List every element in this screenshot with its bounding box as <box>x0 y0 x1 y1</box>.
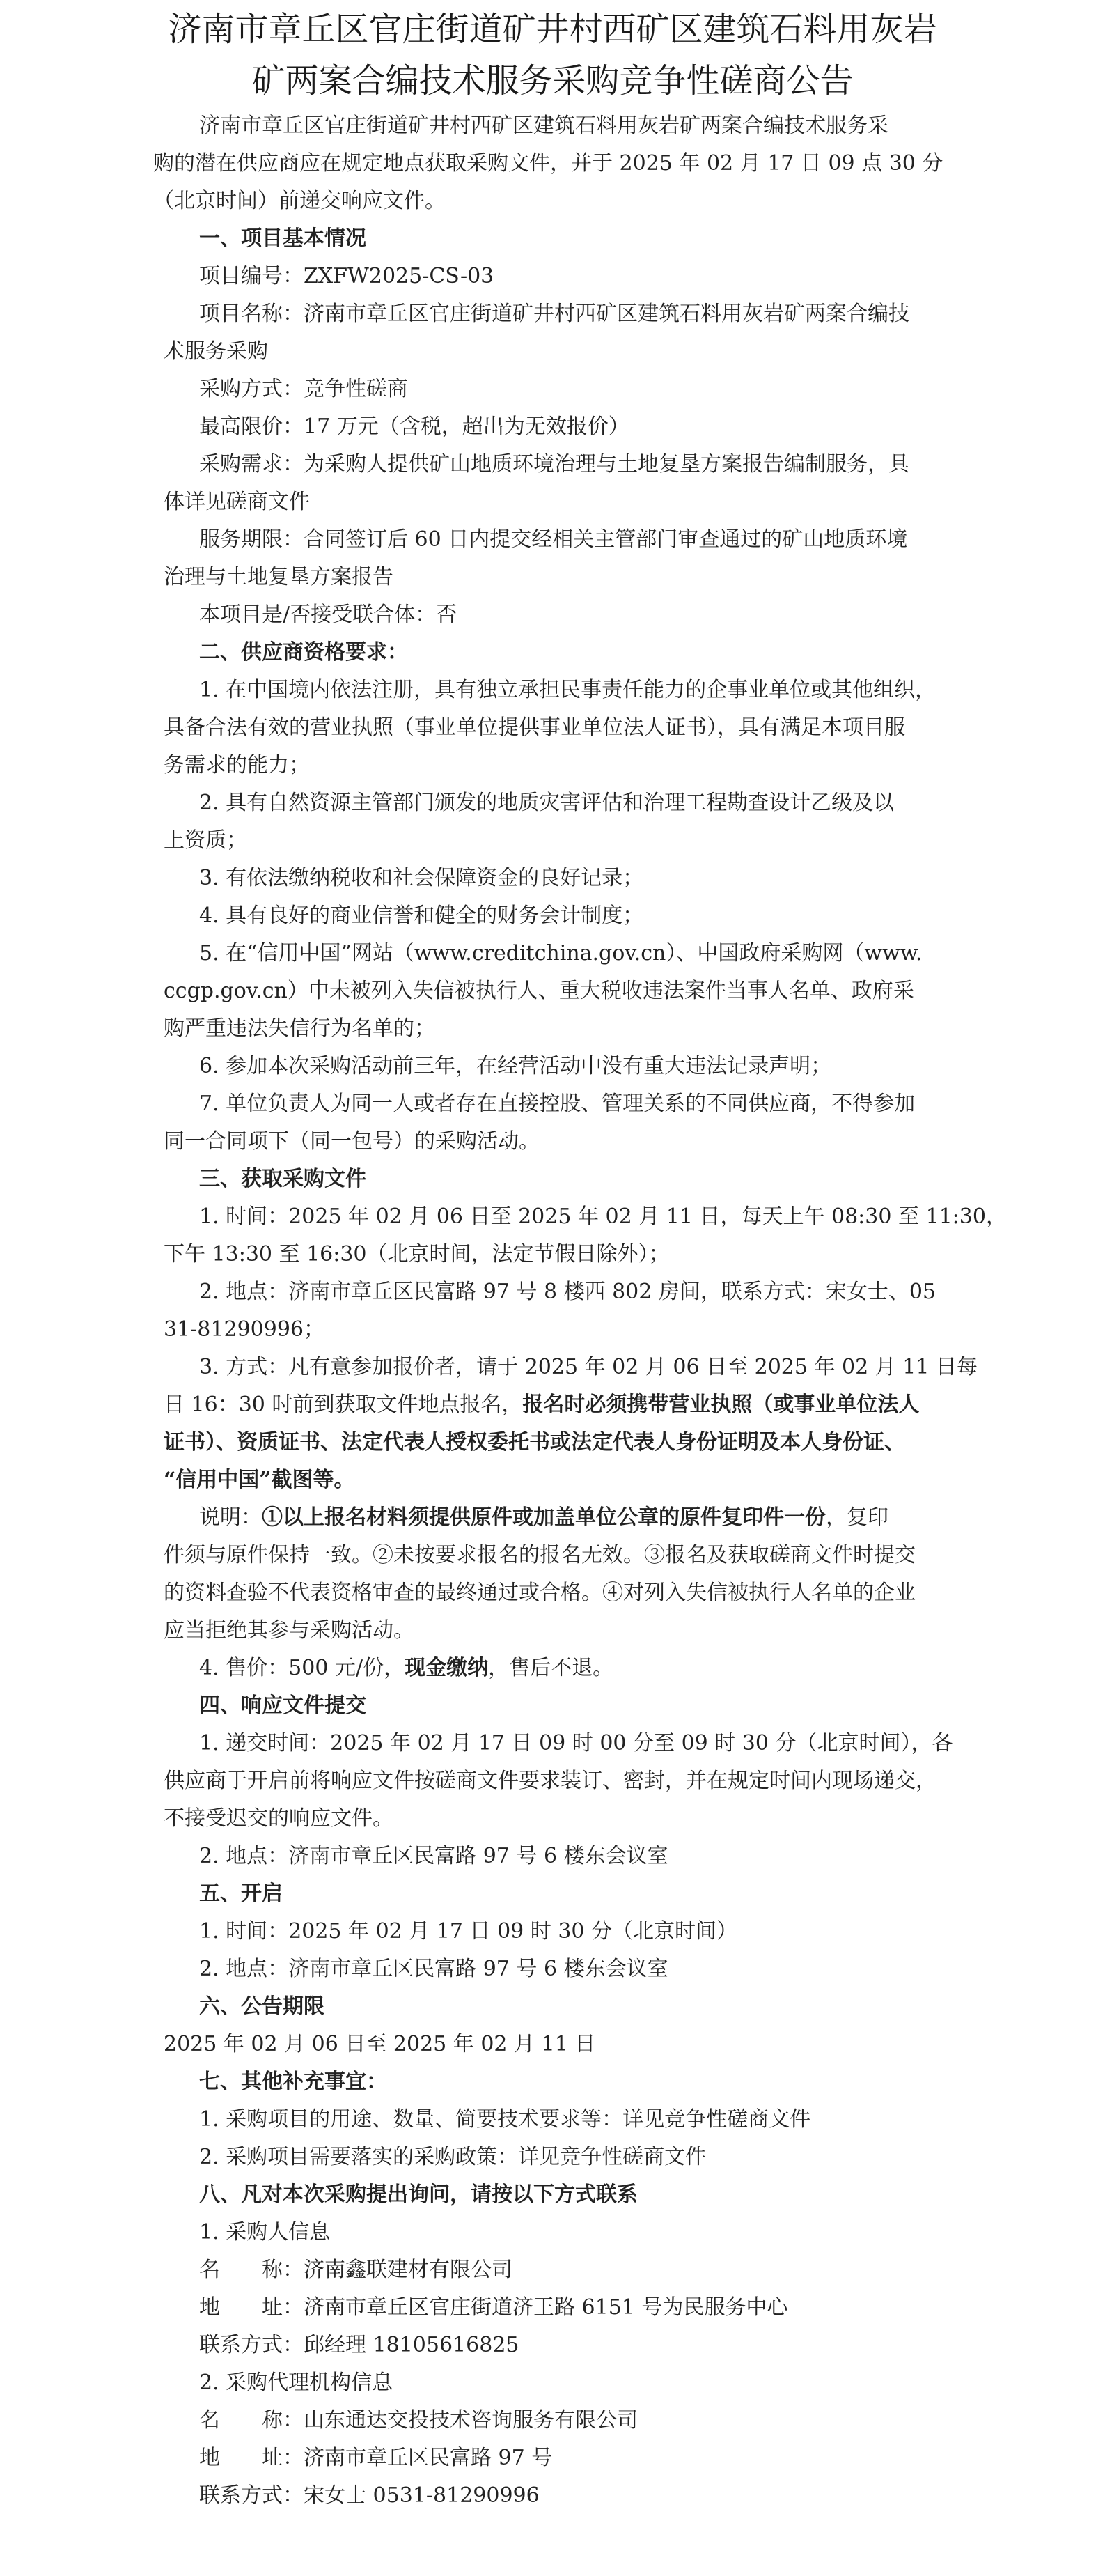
registration-requirement-continued: 证书）、资质证书、法定代表人授权委托书或法定代表人身份证明及本人身份证、 <box>164 1430 905 1454</box>
price-text: 4. 售价：500 元/份， <box>199 1656 405 1680</box>
obtain-method-continued <box>164 1393 950 1417</box>
obtain-method: 3. 方式：凡有意参加报价者，请于 2025 年 02 月 06 日至 2025 年 02 月 11 日每 <box>199 1355 978 1379</box>
agency-contact: 联系方式：宋女士 0531-81290996 <box>199 2483 540 2508</box>
obtain-location-continued: 31-81290996； <box>164 1317 325 1342</box>
agency-address: 地 址：济南市章丘区民富路 97 号 <box>199 2446 553 2470</box>
qualification-line: 购严重违法失信行为名单的； <box>164 1016 435 1041</box>
announcement-title-line-1: 济南市章丘区官庄街道矿井村西矿区建筑石料用灰岩 <box>168 10 937 49</box>
obtain-time: 1. 时间：2025 年 02 月 06 日至 2025 年 02 月 11 日，每天上午 08:30 至 11:30， <box>199 1204 1007 1229</box>
qualification-line: ccgp.gov.cn）中未被列入失信被执行人、重大税收违法案件当事人名单、政府采 <box>164 979 914 1003</box>
section-heading-opening: 五、开启 <box>199 1881 283 1906</box>
qualification-line: 6. 参加本次采购活动前三年，在经营活动中没有重大违法记录声明； <box>199 1054 832 1078</box>
no-refund: ，售后不退。 <box>488 1656 614 1680</box>
qualification-line: 2. 具有自然资源主管部门颁发的地质灾害评估和治理工程勘查设计乙级及以 <box>199 791 895 815</box>
purchaser-contact: 联系方式：邱经理 18105616825 <box>199 2333 519 2357</box>
obtain-location: 2. 地点：济南市章丘区民富路 97 号 8 楼西 802 房间，联系方式：宋女士、05 <box>199 1280 936 1304</box>
consortium-accepted: 本项目是/否接受联合体：否 <box>199 603 457 627</box>
announcement-title-line-2: 矿两案合编技术服务采购竞争性磋商公告 <box>251 61 854 100</box>
notice-period: 2025 年 02 月 06 日至 2025 年 02 月 11 日 <box>164 2032 596 2056</box>
notes-line: 应当拒绝其参与采购活动。 <box>164 1618 414 1643</box>
notes-label: 说明： <box>199 1505 262 1530</box>
section-heading-obtain-documents: 三、获取采购文件 <box>199 1167 366 1191</box>
other-matter-line: 1. 采购项目的用途、数量、简要技术要求等：详见竞争性磋商文件 <box>199 2107 811 2132</box>
document-price <box>199 1656 986 1680</box>
section-heading-basic-info: 一、项目基本情况 <box>199 226 366 251</box>
notes-line: 件须与原件保持一致。②未按要求报名的报名无效。③报名及获取磋商文件时提交 <box>164 1543 916 1567</box>
section-heading-submission: 四、响应文件提交 <box>199 1693 366 1718</box>
submission-location: 2. 地点：济南市章丘区民富路 97 号 6 楼东会议室 <box>199 1844 668 1868</box>
price-cap: 最高限价：17 万元（含税，超出为无效报价） <box>199 414 629 439</box>
procurement-demand-continued: 体详见磋商文件 <box>164 490 310 514</box>
purchaser-address: 地 址：济南市章丘区官庄街道济王路 6151 号为民服务中心 <box>199 2295 788 2320</box>
section-heading-other-matters: 七、其他补充事宜： <box>199 2070 387 2094</box>
qualification-line: 上资质； <box>164 828 247 853</box>
purchaser-info-heading: 1. 采购人信息 <box>199 2220 331 2244</box>
qualification-line: 同一合同项下（同一包号）的采购活动。 <box>164 1129 540 1154</box>
qualification-line: 4. 具有良好的商业信誉和健全的财务会计制度； <box>199 903 644 928</box>
intro-line: 购的潜在供应商应在规定地点获取采购文件，并于 2025 年 02 月 17 日 09 点 30 分 <box>153 151 943 176</box>
notes-tail: ，复印 <box>826 1505 888 1530</box>
registration-requirement: 报名时必须携带营业执照（或事业单位法人 <box>522 1392 920 1417</box>
intro-line: 济南市章丘区官庄街道矿井村西矿区建筑石料用灰岩矿两案合编技术服务采 <box>199 114 888 138</box>
procurement-method: 采购方式：竞争性磋商 <box>199 377 408 401</box>
section-heading-notice-period: 六、公告期限 <box>199 1994 324 2019</box>
qualification-line: 具备合法有效的营业执照（事业单位提供事业单位法人证书），具有满足本项目服 <box>164 715 905 740</box>
agency-name: 名 称：山东通达交投技术咨询服务有限公司 <box>199 2408 638 2433</box>
opening-location: 2. 地点：济南市章丘区民富路 97 号 6 楼东会议室 <box>199 1957 668 1981</box>
purchaser-name: 名 称：济南鑫联建材有限公司 <box>199 2258 512 2282</box>
cash-payment: 现金缴纳 <box>405 1656 489 1680</box>
qualification-line: 5. 在“信用中国”网站（www.creditchina.gov.cn）、中国政府采购网（www. <box>199 941 923 965</box>
registration-requirement-continued: “信用中国”截图等。 <box>164 1468 355 1492</box>
notes-line <box>199 1506 986 1530</box>
qualification-line: 务需求的能力； <box>164 753 310 777</box>
agency-info-heading: 2. 采购代理机构信息 <box>199 2371 393 2395</box>
qualification-line: 7. 单位负责人为同一人或者存在直接控股、管理关系的不同供应商，不得参加 <box>199 1092 916 1116</box>
obtain-method-deadline: 日 16：30 时前到获取文件地点报名， <box>164 1392 523 1417</box>
qualification-line: 3. 有依法缴纳税收和社会保障资金的良好记录； <box>199 866 644 890</box>
project-name-continued: 术服务采购 <box>164 339 268 364</box>
section-heading-contacts: 八、凡对本次采购提出询问，请按以下方式联系 <box>199 2182 638 2207</box>
submission-time-continued: 不接受迟交的响应文件。 <box>164 1806 393 1831</box>
opening-time: 1. 时间：2025 年 02 月 17 日 09 时 30 分（北京时间） <box>199 1919 738 1943</box>
notes-bold: ①以上报名材料须提供原件或加盖单位公章的原件复印件一份 <box>262 1505 826 1530</box>
obtain-time-continued: 下午 13:30 至 16:30（北京时间，法定节假日除外）； <box>164 1242 670 1266</box>
procurement-demand: 采购需求：为采购人提供矿山地质环境治理与土地复垦方案报告编制服务，具 <box>199 452 909 476</box>
submission-time-continued: 供应商于开启前将响应文件按磋商文件要求装订、密封，并在规定时间内现场递交， <box>164 1769 936 1793</box>
qualification-line: 1. 在中国境内依法注册，具有独立承担民事责任能力的企事业单位或其他组织， <box>199 678 936 702</box>
project-number: 项目编号：ZXFW2025-CS-03 <box>199 264 494 288</box>
project-name: 项目名称：济南市章丘区官庄街道矿井村西矿区建筑石料用灰岩矿两案合编技 <box>199 302 909 326</box>
notes-line: 的资料查验不代表资格审查的最终通过或合格。④对列入失信被执行人名单的企业 <box>164 1581 916 1605</box>
service-period-continued: 治理与土地复垦方案报告 <box>164 565 393 589</box>
section-heading-qualifications: 二、供应商资格要求： <box>199 640 408 665</box>
other-matter-line: 2. 采购项目需要落实的采购政策：详见竞争性磋商文件 <box>199 2145 707 2169</box>
intro-line: （北京时间）前递交响应文件。 <box>153 189 446 213</box>
service-period: 服务期限：合同签订后 60 日内提交经相关主管部门审查通过的矿山地质环境 <box>199 527 908 552</box>
submission-time: 1. 递交时间：2025 年 02 月 17 日 09 时 00 分至 09 时 30 分（北京时间），各 <box>199 1731 953 1755</box>
